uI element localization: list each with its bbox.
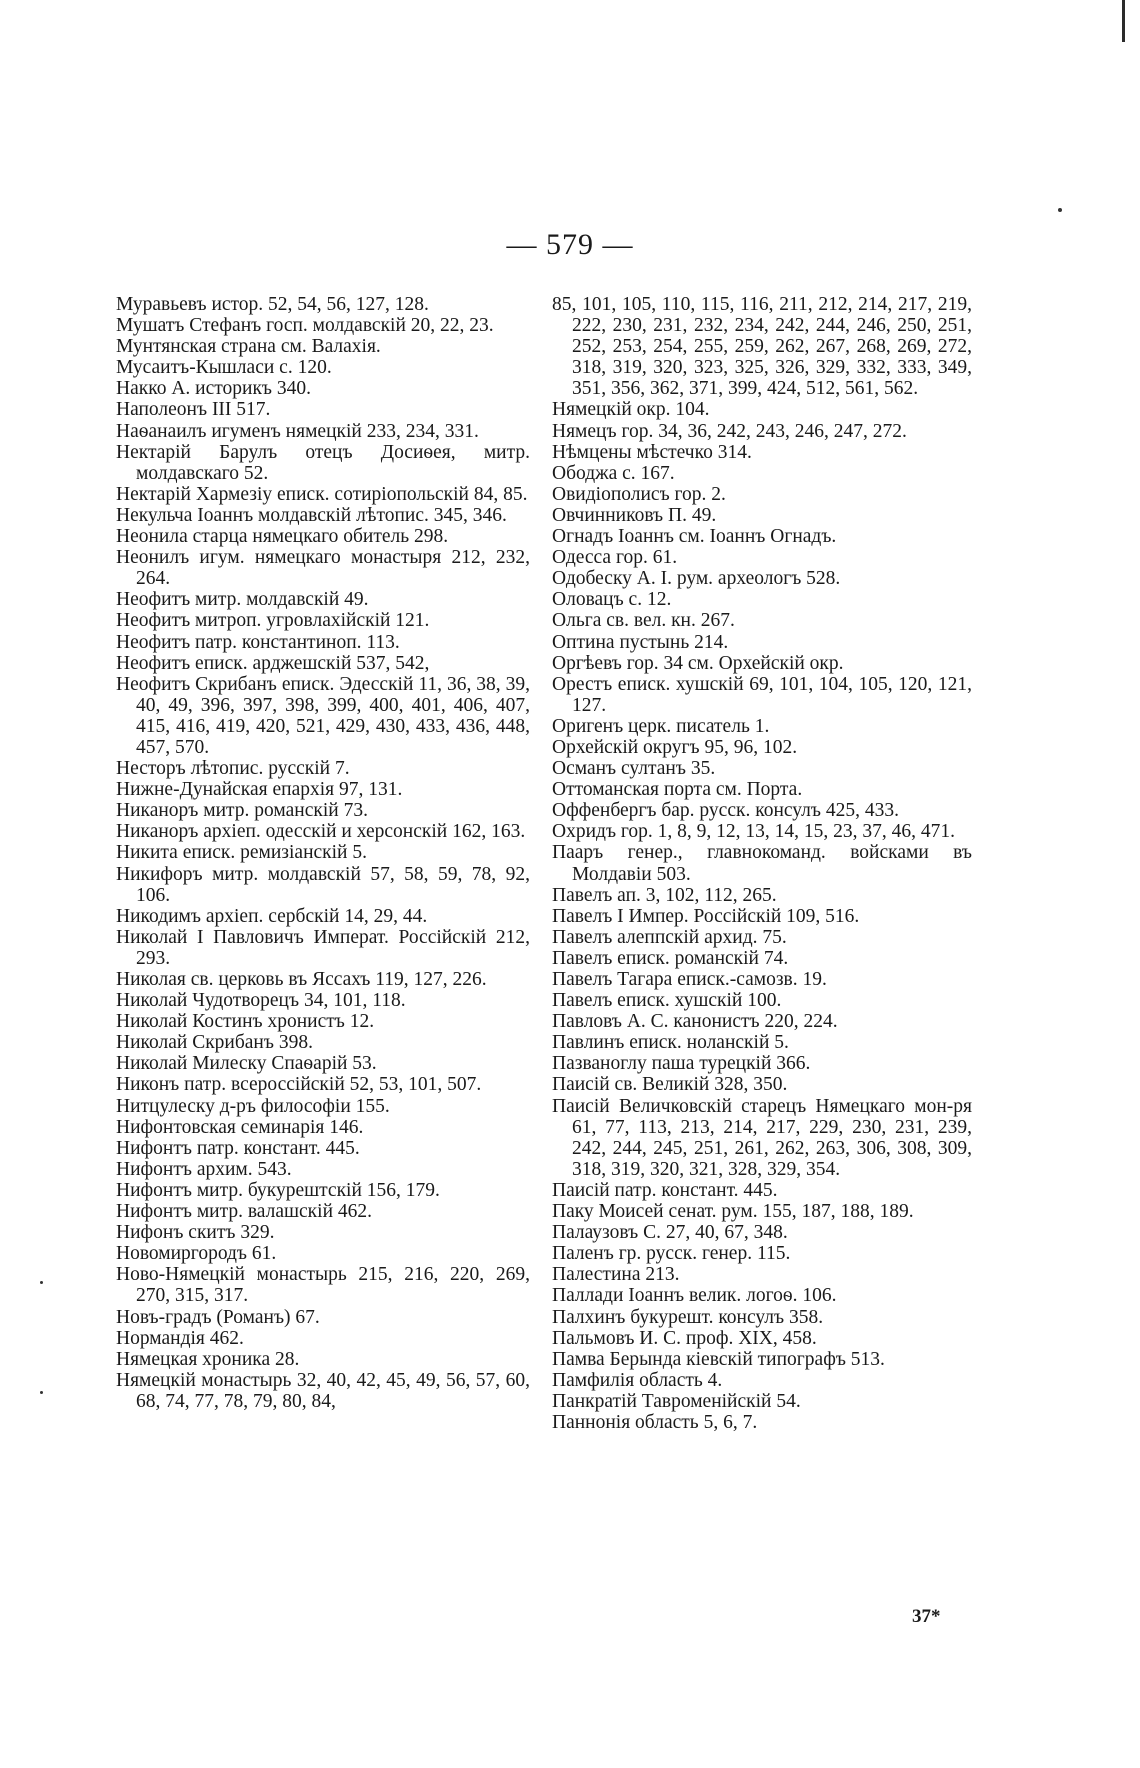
index-entry: Оригенъ церк. писатель 1. bbox=[552, 715, 770, 737]
page-number: — 579 — bbox=[506, 228, 634, 261]
index-entry: Никаноръ архіеп. одесскій и херсонскій 162, 163. bbox=[116, 821, 526, 843]
index-entry: Павелъ I Импер. Россійскій 109, 516. bbox=[552, 905, 860, 927]
index-entry: Павлинъ еписк. ноланскій 5. bbox=[552, 1032, 789, 1054]
index-entry: Нямецкій окр. 104. bbox=[552, 399, 710, 421]
index-entry: Ободжа с. 167. bbox=[552, 462, 675, 484]
index-entry: Никита еписк. ремизіанскій 5. bbox=[116, 842, 367, 864]
index-entry: Нектарій Барулъ отецъ Досиѳея, митр. молдавскаго 52. bbox=[116, 441, 530, 484]
index-entry: Паисій патр. констант. 445. bbox=[552, 1179, 778, 1201]
index-entry: Палаузовъ С. 27, 40, 67, 348. bbox=[552, 1222, 788, 1244]
index-entry: Пааръ генер., главнокоманд. войсками въ Молдавіи 503. bbox=[552, 842, 972, 885]
index-entry: Пазваноглу паша турецкій 366. bbox=[552, 1053, 811, 1075]
index-entry: Неонила старца нямецкаго обитель 298. bbox=[116, 526, 449, 548]
index-entry: Мушатъ Стефанъ госп. молдавскій 20, 22, 23. bbox=[116, 315, 494, 337]
index-entry: Нифонтовская семинарія 146. bbox=[116, 1116, 364, 1138]
index-entry: Нифонтъ митр. букурештскій 156, 179. bbox=[116, 1179, 440, 1201]
index-column-left bbox=[116, 294, 530, 1412]
index-entry: Овчинниковъ П. 49. bbox=[552, 504, 717, 526]
index-entry: Нифонъ скитъ 329. bbox=[116, 1222, 275, 1244]
index-entry: Накко А. историкъ 340. bbox=[116, 378, 311, 400]
index-entry: Муравьевъ истор. 52, 54, 56, 127, 128. bbox=[116, 294, 429, 315]
index-entry: Никаноръ митр. романскій 73. bbox=[116, 800, 368, 822]
index-entry: Николай Чудотворецъ 34, 101, 118. bbox=[116, 990, 406, 1012]
index-entry: Нифонтъ архим. 543. bbox=[116, 1158, 292, 1180]
index-entry: Паисій св. Великій 328, 350. bbox=[552, 1074, 788, 1096]
index-entry: Павелъ еписк. романскій 74. bbox=[552, 947, 789, 969]
index-entry: Памфилія область 4. bbox=[552, 1369, 723, 1391]
index-entry: 85, 101, 105, 110, 115, 116, 211, 212, 214, 217, 219, 222, 230, 231, 232, 234, 242, 244, 246, 250, 251, 252, 253, 254, 255, 259, 262, 267, 268, 269, 272, 318, 319, 320, 323, 325, 326, 329, 332, 333, 349, 351, 356, 362, 371, 399, 424, 512, 561, 562. bbox=[552, 294, 972, 400]
index-entry: Несторъ лѣтопис. русскій 7. bbox=[116, 758, 350, 780]
index-entry: Нямецкій монастырь 32, 40, 42, 45, 49, 56, 57, 60, 68, 74, 77, 78, 79, 80, 84, bbox=[116, 1369, 530, 1412]
index-entry: Паленъ гр. русск. генер. 115. bbox=[552, 1243, 791, 1265]
index-entry: Пальмовъ И. С. проф. XIX, 458. bbox=[552, 1327, 817, 1349]
index-entry: Оргѣевъ гор. 34 см. Орхейскій окр. bbox=[552, 652, 844, 674]
index-entry: Никодимъ архіеп. сербскій 14, 29, 44. bbox=[116, 905, 428, 927]
index-entry: Николая св. церковь въ Яссахъ 119, 127, 226. bbox=[116, 969, 487, 990]
index-entry: Нитцулеску д-ръ философіи 155. bbox=[116, 1095, 390, 1117]
index-entry: Нѣмцены мѣстечко 314. bbox=[552, 441, 752, 463]
index-entry: Оптина пустынь 214. bbox=[552, 631, 729, 653]
index-entry: Некульча Іоаннъ молдавскій лѣтопис. 345, 346. bbox=[116, 504, 507, 526]
print-speck bbox=[1058, 208, 1062, 212]
index-entry: Неофитъ Скрибанъ еписк. Эдесскій 11, 36, 38, 39, 40, 49, 396, 397, 398, 399, 400, 401, 406, 407, 415, 416, 419, 420, 521, 429, 430, 433, 436, 448, 457, 570. bbox=[116, 673, 530, 758]
index-entry: Наѳанаилъ игуменъ нямецкій 233, 234, 331. bbox=[116, 420, 479, 442]
index-entry: Мусаитъ-Кышласи с. 120. bbox=[116, 357, 332, 379]
index-entry: Паннонія область 5, 6, 7. bbox=[552, 1411, 758, 1433]
index-entry: Неофитъ патр. константиноп. 113. bbox=[116, 631, 400, 653]
index-entry: Ново-Нямецкій монастырь 215, 216, 220, 269, 270, 315, 317. bbox=[116, 1264, 530, 1307]
index-entry: Нижне-Дунайская епархія 97, 131. bbox=[116, 779, 403, 801]
index-entry: Павелъ еписк. хушскій 100. bbox=[552, 990, 782, 1012]
index-entry: Николай I Павловичъ Императ. Россійскій 212, 293. bbox=[116, 926, 530, 969]
index-entry: Нямецъ гор. 34, 36, 242, 243, 246, 247, 272. bbox=[552, 420, 907, 442]
index-entry: Памва Берында кіевскій типографъ 513. bbox=[552, 1348, 885, 1370]
index-entry: Оловацъ с. 12. bbox=[552, 589, 672, 611]
index-entry: Павелъ Тагара еписк.-самозв. 19. bbox=[552, 969, 827, 990]
page-edge-line bbox=[1122, 0, 1125, 42]
index-entry: Паллади Іоаннъ велик. логоѳ. 106. bbox=[552, 1285, 837, 1307]
index-entry: Наполеонъ III 517. bbox=[116, 399, 271, 421]
index-entry: Нормандія 462. bbox=[116, 1327, 244, 1349]
index-entry: Неофитъ еписк. арджешскій 537, 542, bbox=[116, 652, 430, 674]
index-entry: Никифоръ митр. молдавскій 57, 58, 59, 78, 92, 106. bbox=[116, 863, 530, 906]
index-entry: Паку Моисей сенат. рум. 155, 187, 188, 189. bbox=[552, 1201, 914, 1223]
sheet-signature-mark: 37* bbox=[912, 1606, 941, 1627]
index-column-right bbox=[552, 294, 972, 1433]
index-entry: Николай Скрибанъ 398. bbox=[116, 1032, 313, 1054]
print-speck bbox=[40, 1281, 43, 1284]
index-entry: Оффенбергъ бар. русск. консулъ 425, 433. bbox=[552, 800, 899, 822]
index-entry: Павелъ алеппскій архид. 75. bbox=[552, 926, 787, 948]
index-entry: Никонъ патр. всероссійскій 52, 53, 101, 507. bbox=[116, 1074, 482, 1096]
index-entry: Охридъ гор. 1, 8, 9, 12, 13, 14, 15, 23, 37, 46, 471. bbox=[552, 821, 956, 843]
index-entry: Павловъ А. С. канонистъ 220, 224. bbox=[552, 1011, 838, 1033]
index-entry: Османъ султанъ 35. bbox=[552, 758, 716, 780]
index-entry: Новомиргородъ 61. bbox=[116, 1243, 277, 1265]
index-entry: Панкратій Тавроменійскій 54. bbox=[552, 1390, 801, 1412]
index-entry: Палхинъ букурешт. консулъ 358. bbox=[552, 1306, 824, 1328]
index-entry: Одобеску А. І. рум. археологъ 528. bbox=[552, 568, 841, 590]
index-entry: Палестина 213. bbox=[552, 1264, 680, 1286]
index-entry: Ольга св. вел. кн. 267. bbox=[552, 610, 735, 632]
index-entry: Неофитъ митроп. угровлахійскій 121. bbox=[116, 610, 430, 632]
index-entry: Мунтянская страна см. Валахія. bbox=[116, 336, 381, 358]
index-entry: Нифонтъ патр. констант. 445. bbox=[116, 1137, 360, 1159]
index-entry: Николай Костинъ хронистъ 12. bbox=[116, 1011, 375, 1033]
index-entry: Овидіополисъ гор. 2. bbox=[552, 483, 726, 505]
index-entry: Павелъ ап. 3, 102, 112, 265. bbox=[552, 884, 777, 906]
index-entry: Паисій Величковскій старецъ Нямецкаго мон-ря 61, 77, 113, 213, 214, 217, 229, 230, 231, 239, 242, 244, 245, 251, 261, 262, 263, 306, 308, 309, 318, 319, 320, 321, 328, 329, 354. bbox=[552, 1095, 972, 1180]
index-entry: Орхейскій округъ 95, 96, 102. bbox=[552, 736, 798, 758]
index-entry: Орестъ еписк. хушскій 69, 101, 104, 105, 120, 121, 127. bbox=[552, 673, 972, 716]
index-entry: Нектарій Хармезіу еписк. сотиріопольскій 84, 85. bbox=[116, 483, 528, 505]
index-entry: Неонилъ игум. нямецкаго монастыря 212, 232, 264. bbox=[116, 547, 530, 590]
print-speck bbox=[40, 1391, 43, 1394]
index-entry: Новъ-градъ (Романъ) 67. bbox=[116, 1306, 320, 1328]
index-entry: Одесса гор. 61. bbox=[552, 547, 678, 569]
index-entry: Огнадъ Іоаннъ см. Іоаннъ Огнадъ. bbox=[552, 526, 837, 548]
index-entry: Николай Милеску Спаѳарій 53. bbox=[116, 1053, 377, 1075]
index-entry: Нифонтъ митр. валашскій 462. bbox=[116, 1201, 373, 1223]
index-entry: Нямецкая хроника 28. bbox=[116, 1348, 300, 1370]
index-entry: Неофитъ митр. молдавскій 49. bbox=[116, 589, 369, 611]
index-entry: Оттоманская порта см. Порта. bbox=[552, 779, 803, 801]
